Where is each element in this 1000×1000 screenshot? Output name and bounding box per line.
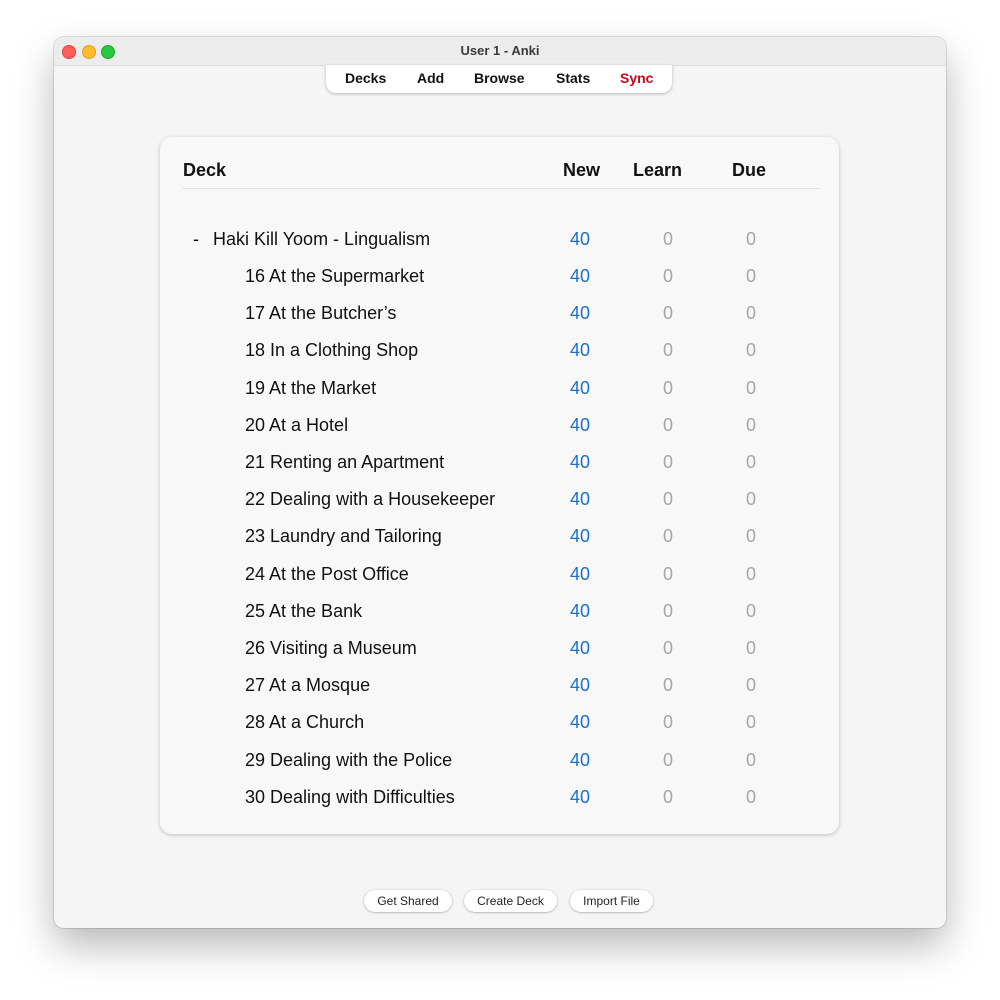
stats-tab[interactable]: Stats [556, 70, 591, 86]
due-count: 0 [745, 712, 756, 733]
new-count: 40 [569, 340, 591, 361]
deck-row [160, 303, 839, 337]
new-count: 40 [569, 414, 591, 435]
deck-name[interactable]: 26 Visiting a Museum [245, 638, 417, 658]
deck-name[interactable]: 19 At the Market [245, 377, 377, 398]
due-count: 0 [745, 340, 756, 361]
new-count: 40 [569, 712, 591, 733]
learn-count: 0 [662, 786, 673, 807]
deck-name[interactable]: 20 At a Hotel [245, 414, 349, 435]
import-file-button[interactable]: Import File [570, 890, 653, 912]
deck-name[interactable]: 23 Laundry and Tailoring [245, 526, 442, 547]
due-count: 0 [745, 266, 756, 286]
deck-name[interactable]: 29 Dealing with the Police [245, 749, 453, 770]
new-count: 40 [569, 786, 591, 807]
learn-count: 0 [662, 266, 673, 286]
new-count: 40 [569, 600, 591, 621]
deck-row [160, 415, 839, 449]
deck-name[interactable]: 24 At the Post Office [245, 563, 409, 584]
due-count: 0 [745, 377, 756, 398]
learn-count: 0 [662, 712, 673, 733]
new-count: 40 [569, 266, 591, 286]
learn-count: 0 [662, 229, 673, 249]
deck-name[interactable]: 25 At the Bank [245, 600, 363, 621]
learn-count: 0 [662, 526, 673, 547]
deck-name[interactable]: 18 In a Clothing Shop [245, 340, 419, 361]
deck-name[interactable]: 27 At a Mosque [245, 675, 371, 696]
due-count: 0 [745, 489, 756, 510]
deck-list-panel [160, 137, 839, 834]
new-count: 40 [569, 377, 591, 398]
learn-count: 0 [662, 377, 673, 398]
browse-tab[interactable]: Browse [474, 70, 525, 86]
window-title: User 1 - Anki [460, 43, 540, 58]
deck-row [160, 266, 839, 300]
decks-tab[interactable]: Decks [345, 70, 387, 86]
learn-count: 0 [662, 303, 673, 324]
deck-row [160, 787, 839, 821]
new-count: 40 [569, 303, 591, 324]
due-count: 0 [745, 563, 756, 584]
learn-count: 0 [662, 563, 673, 584]
due-count: 0 [745, 749, 756, 770]
deck-name[interactable]: 21 Renting an Apartment [245, 452, 445, 472]
deck-column-header: Deck [183, 160, 227, 180]
learn-count: 0 [662, 489, 673, 510]
new-count: 40 [569, 526, 591, 547]
due-count: 0 [745, 229, 756, 249]
title-bar[interactable] [54, 37, 946, 66]
due-column-header: Due [732, 160, 767, 180]
due-count: 0 [745, 675, 756, 696]
add-tab[interactable]: Add [417, 70, 445, 86]
due-count: 0 [745, 526, 756, 547]
due-count: 0 [745, 600, 756, 621]
deck-row [160, 712, 839, 746]
sync-tab[interactable]: Sync [620, 70, 654, 86]
deck-row [160, 526, 839, 560]
due-count: 0 [745, 786, 756, 807]
deck-row [160, 564, 839, 598]
learn-count: 0 [662, 414, 673, 435]
deck-row [160, 601, 839, 635]
get-shared-button[interactable]: Get Shared [364, 890, 452, 912]
new-count: 40 [569, 452, 591, 472]
new-count: 40 [569, 229, 591, 249]
due-count: 0 [745, 303, 756, 324]
deck-name[interactable]: 28 At a Church [245, 712, 365, 733]
create-deck-button[interactable]: Create Deck [464, 890, 557, 912]
deck-name[interactable]: Haki Kill Yoom - Lingualism [213, 229, 431, 249]
learn-count: 0 [662, 638, 673, 658]
header-divider [182, 188, 820, 189]
new-count: 40 [569, 638, 591, 658]
new-count: 40 [569, 749, 591, 770]
deck-row [160, 675, 839, 709]
learn-count: 0 [662, 749, 673, 770]
deck-row [160, 378, 839, 412]
deck-row [160, 750, 839, 784]
deck-row-parent [160, 229, 839, 263]
main-toolbar [326, 65, 672, 93]
anki-window [54, 37, 946, 928]
due-count: 0 [745, 414, 756, 435]
deck-name[interactable]: 17 At the Butcher’s [245, 303, 397, 324]
learn-count: 0 [662, 452, 673, 472]
learn-count: 0 [662, 340, 673, 361]
learn-count: 0 [662, 675, 673, 696]
new-count: 40 [569, 563, 591, 584]
due-count: 0 [745, 638, 756, 658]
deck-name[interactable]: 16 At the Supermarket [245, 266, 425, 286]
deck-row [160, 340, 839, 374]
collapse-toggle[interactable]: - [193, 229, 199, 249]
learn-column-header: Learn [633, 160, 683, 180]
due-count: 0 [745, 452, 756, 472]
deck-row [160, 638, 839, 672]
deck-row [160, 489, 839, 523]
deck-name[interactable]: 22 Dealing with a Housekeeper [245, 489, 496, 510]
new-count: 40 [569, 489, 591, 510]
deck-row [160, 452, 839, 486]
new-count: 40 [569, 675, 591, 696]
deck-name[interactable]: 30 Dealing with Difficulties [245, 786, 455, 807]
learn-count: 0 [662, 600, 673, 621]
new-column-header: New [563, 160, 601, 180]
